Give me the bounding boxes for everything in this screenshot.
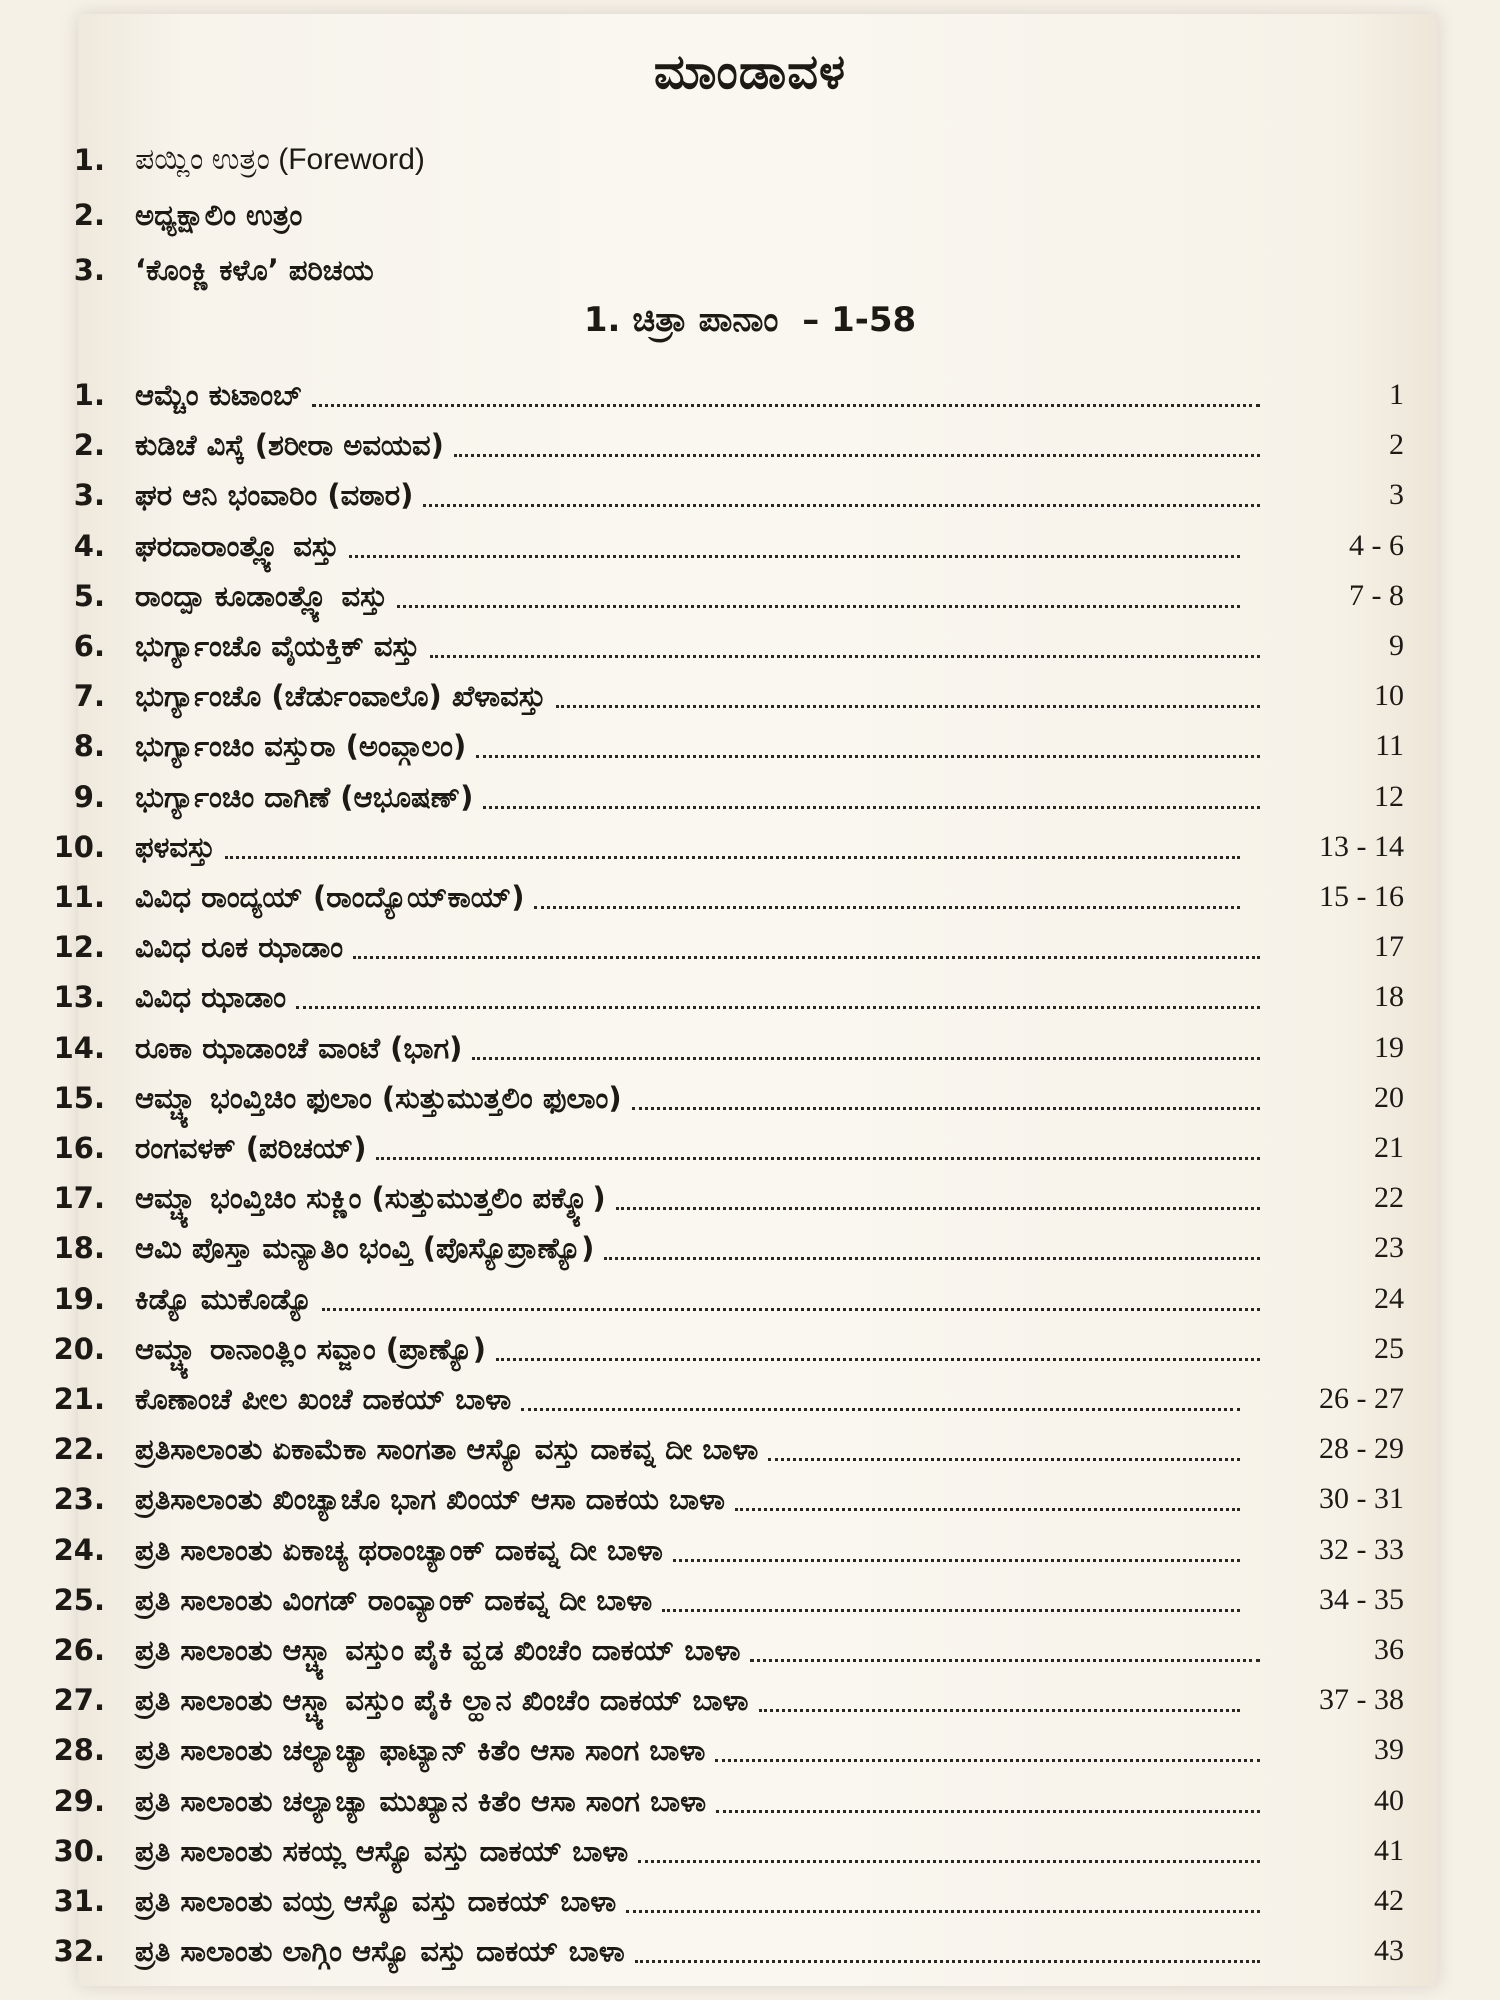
toc-entry	[0, 772, 1500, 822]
entry-page: 11	[1375, 729, 1404, 762]
entry-number: 10.	[53, 830, 105, 864]
dot-leader	[759, 1707, 1240, 1712]
entry-title: ಪ್ರತಿ ಸಾಲಾಂತು ಆಸ್ಚ್ಯಾ ವಸ್ತುಂ ಪೈಕಿ ಲ್ಹಾನ ಖಿಂಚೆಂ ದಾಕಯ್ ಬಾಳಾ	[135, 1683, 749, 1717]
entry-number: 24.	[53, 1533, 105, 1567]
dot-leader	[496, 1356, 1260, 1361]
dot-leader	[662, 1607, 1240, 1612]
dot-leader	[768, 1456, 1240, 1461]
dot-leader	[349, 553, 1240, 558]
section-heading	[0, 300, 1500, 340]
dot-leader	[521, 1406, 1240, 1411]
entry-title: ರಾಂದ್ಪಾ ಕೂಡಾಂತ್ಲ್ಯೊ ವಸ್ತು	[135, 579, 388, 613]
entry-page: 25	[1374, 1332, 1404, 1365]
entry-number: 8.	[73, 729, 105, 763]
page-title: ಮಾಂಡಾವಳ	[653, 44, 847, 100]
toc-entry	[0, 1123, 1500, 1173]
entry-title: ಕಿಡ್ಯೊ ಮುಕೊಡ್ಯೊ	[135, 1282, 313, 1316]
entry-title: ಪ್ರತಿಸಾಲಾಂತು ಏಕಾಮೆಕಾ ಸಾಂಗತಾ ಆಸ್ಯೊ ವಸ್ತು ದಾಕವ್ನ ದೀ ಬಾಳಾ	[135, 1432, 759, 1466]
entry-page: 37 - 38	[1319, 1683, 1404, 1716]
front-matter-item	[0, 135, 1500, 185]
toc-entry	[0, 1223, 1500, 1273]
entry-page: 34 - 35	[1319, 1583, 1404, 1616]
entry-number: 1.	[73, 378, 105, 412]
entry-title: ಭುರ್ಗ್ಯಾಂಚೊ ವೈಯಕ್ತಿಕ್ ವಸ್ತು	[135, 629, 420, 663]
dot-leader	[616, 1205, 1260, 1210]
entry-number: 18.	[53, 1231, 105, 1265]
entry-title: ಪ್ರತಿ ಸಾಲಾಂತು ಚಲ್ಯಾಚ್ಯಾ ಮುಖ್ಯಾನ ಕಿತೆಂ ಆಸಾ ಸಾಂಗ ಬಾಳಾ	[135, 1784, 707, 1818]
entry-number: 4.	[73, 529, 105, 563]
entry-title: ಆಮ್ಚ್ಯಾ ಭಂವ್ತಿಚಿಂ ಫುಲಾಂ (ಸುತ್ತುಮುತ್ತಲಿಂ ಫುಲಾಂ)	[135, 1081, 622, 1115]
entry-number: 28.	[53, 1733, 105, 1767]
item-title: ಅಧ್ಯಕ್ಷಾಲಿಂ ಉತ್ರಂ	[135, 198, 303, 232]
dot-leader	[376, 1155, 1260, 1160]
entry-title: ಘರದಾರಾಂತ್ಲ್ಯೊ ವಸ್ತು	[135, 529, 339, 563]
entry-page: 9	[1389, 629, 1404, 662]
entry-number: 13.	[53, 980, 105, 1014]
entry-title: ಆಮ್ಚೆಂ ಕುಟಾಂಬ್	[135, 378, 303, 412]
entry-title: ರಂಗವಳಕ್ (ಪರಿಚಯ್)	[135, 1131, 367, 1165]
entry-title: ಪ್ರತಿ ಸಾಲಾಂತು ಲಾಗ್ಗಿಂ ಆಸ್ಯೊ ವಸ್ತು ದಾಕಯ್ ಬಾಳಾ	[135, 1934, 625, 1968]
entry-number: 14.	[53, 1031, 105, 1065]
entry-number: 27.	[53, 1683, 105, 1717]
dot-leader	[716, 1808, 1260, 1813]
section-number: 1.	[583, 300, 621, 340]
dot-leader	[483, 804, 1260, 809]
toc-entry	[0, 1876, 1500, 1926]
dot-leader	[635, 1958, 1260, 1963]
entry-page: 43	[1374, 1934, 1404, 1967]
toc-entry	[0, 420, 1500, 470]
entry-title: ಘರ ಆನಿ ಭಂವಾರಿಂ (ವಠಾರ)	[135, 478, 414, 512]
toc-entry	[0, 1776, 1500, 1826]
toc-entry	[0, 1274, 1500, 1324]
entry-title: ಫಳವಸ್ತು	[135, 830, 216, 864]
toc-entry	[0, 972, 1500, 1022]
entry-page: 4 - 6	[1349, 529, 1404, 562]
entry-page: 1	[1389, 378, 1404, 411]
dot-leader	[430, 653, 1260, 658]
dot-leader	[322, 1306, 1260, 1311]
toc-entry	[0, 1374, 1500, 1424]
entry-number: 23.	[53, 1482, 105, 1516]
toc-entry	[0, 721, 1500, 771]
entry-page: 10	[1374, 679, 1404, 712]
entry-title: ಆಮ್ಚ್ಯಾ ಭಂವ್ತಿಚಿಂ ಸುಕ್ಣಿಂ (ಸುತ್ತುಮುತ್ತಲಿಂ ಪಕ್ಶ್ಯೊ)	[135, 1181, 606, 1215]
toc-entry	[0, 1625, 1500, 1675]
entry-title: ಆಮ್ಚ್ಯಾ ರಾನಾಂತ್ಲಿಂ ಸವ್ಜಾಂ (ಪ್ರಾಣ್ಯೊ)	[135, 1332, 487, 1366]
entry-title: ವಿವಿಧ ಝಾಡಾಂ	[135, 980, 287, 1014]
entry-page: 22	[1374, 1181, 1404, 1214]
toc-entry	[0, 671, 1500, 721]
toc-entry	[0, 1575, 1500, 1625]
toc-entry	[0, 1725, 1500, 1775]
entry-page: 12	[1374, 780, 1404, 813]
dot-leader	[735, 1506, 1240, 1511]
dot-leader	[638, 1858, 1260, 1863]
entry-title: ಭುರ್ಗ್ಯಾಂಚೊ (ಚೆರ್ಡುಂವಾಲೊ) ಖೆಳಾವಸ್ತು	[135, 679, 546, 713]
toc-entry	[0, 922, 1500, 972]
toc-entry	[0, 1173, 1500, 1223]
dot-leader	[750, 1657, 1260, 1662]
toc-entry	[0, 1073, 1500, 1123]
dot-leader	[534, 904, 1240, 909]
entry-number: 16.	[53, 1131, 105, 1165]
dot-leader	[604, 1255, 1260, 1260]
entry-number: 11.	[53, 880, 105, 914]
entry-page: 3	[1389, 478, 1404, 511]
entry-page: 39	[1374, 1733, 1404, 1766]
entry-title: ಪ್ರತಿ ಸಾಲಾಂತು ಸಕಯ್ಲ ಆಸ್ಯೊ ವಸ್ತು ದಾಕಯ್ ಬಾಳಾ	[135, 1834, 629, 1868]
dot-leader	[397, 603, 1240, 608]
dot-leader	[225, 854, 1240, 859]
entry-page: 15 - 16	[1319, 880, 1404, 913]
toc-entry	[0, 1826, 1500, 1876]
entry-title: ಆಮಿ ಪೊಸ್ತಾ ಮನ್ಯಾತಿಂ ಭಂವ್ತಿ (ಪೊಸ್ಯೊಪ್ರಾಣ್ಯೊ)	[135, 1231, 595, 1265]
toc-entry	[0, 370, 1500, 420]
entry-number: 22.	[53, 1432, 105, 1466]
toc-entry	[0, 1474, 1500, 1524]
entry-page: 17	[1374, 930, 1404, 963]
entry-page: 21	[1374, 1131, 1404, 1164]
entry-page: 41	[1374, 1834, 1404, 1867]
section-name: ಚಿತ್ರಾ ಪಾನಾಂ	[632, 300, 779, 340]
entry-page: 23	[1374, 1231, 1404, 1264]
entry-page: 30 - 31	[1319, 1482, 1404, 1515]
front-matter-item	[0, 245, 1500, 295]
entry-page: 28 - 29	[1319, 1432, 1404, 1465]
entry-title: ಪ್ರತಿ ಸಾಲಾಂತು ಏಕಾಚ್ಯ ಥರಾಂಚ್ಯಾಂಕ್ ದಾಕವ್ನ ದೀ ಬಾಳಾ	[135, 1533, 663, 1567]
entry-number: 25.	[53, 1583, 105, 1617]
toc-entry	[0, 822, 1500, 872]
front-matter-item	[0, 190, 1500, 240]
entry-page: 26 - 27	[1319, 1382, 1404, 1415]
entry-number: 21.	[53, 1382, 105, 1416]
dot-leader	[296, 1004, 1260, 1009]
entry-number: 20.	[53, 1332, 105, 1366]
entry-number: 19.	[53, 1282, 105, 1316]
entry-page: 20	[1374, 1081, 1404, 1114]
entry-title: ವಿವಿಧ ರೂಕ ಝಾಡಾಂ	[135, 930, 344, 964]
entry-number: 5.	[73, 579, 105, 613]
entry-title: ಭುರ್ಗ್ಯಾಂಚಿಂ ದಾಗಿಣೆ (ಆಭೂಷಣ್)	[135, 780, 474, 814]
entry-title: ಕುಡಿಚೆ ವಿಸ್ಕೆ (ಶರೀರಾ ಅವಯವ)	[135, 428, 444, 462]
item-number: 3.	[73, 253, 105, 287]
entry-number: 7.	[73, 679, 105, 713]
entry-page: 24	[1374, 1282, 1404, 1315]
dot-leader	[556, 703, 1260, 708]
dot-leader	[353, 954, 1260, 959]
entry-title: ಪ್ರತಿ ಸಾಲಾಂತು ಚಲ್ಯಾಚ್ಯಾ ಫಾಟ್ಯಾನ್ ಕಿತೆಂ ಆಸಾ ಸಾಂಗ ಬಾಳಾ	[135, 1733, 706, 1767]
entry-page: 18	[1374, 980, 1404, 1013]
entry-number: 9.	[73, 780, 105, 814]
toc-entry	[0, 1424, 1500, 1474]
toc-entry	[0, 470, 1500, 520]
entry-page: 7 - 8	[1349, 579, 1404, 612]
entry-page: 36	[1374, 1633, 1404, 1666]
entry-number: 2.	[73, 428, 105, 462]
toc-entry	[0, 1324, 1500, 1374]
entry-page: 13 - 14	[1319, 830, 1404, 863]
toc-entry	[0, 521, 1500, 571]
entry-number: 29.	[53, 1784, 105, 1818]
dot-leader	[632, 1105, 1260, 1110]
entry-number: 12.	[53, 930, 105, 964]
entry-page: 40	[1374, 1784, 1404, 1817]
section-page-range: – 1-58	[802, 300, 917, 340]
entry-number: 31.	[53, 1884, 105, 1918]
entry-number: 17.	[53, 1181, 105, 1215]
entry-title: ಪ್ರತಿ ಸಾಲಾಂತು ವಿಂಗಡ್ ರಾಂವ್ಯಾಂಕ್ ದಾಕವ್ನ ದೀ ಬಾಳಾ	[135, 1583, 653, 1617]
dot-leader	[715, 1757, 1260, 1762]
entry-page: 32 - 33	[1319, 1533, 1404, 1566]
dot-leader	[312, 402, 1260, 407]
entry-title: ವಿವಿಧ ರಾಂದ್ಯಯ್ (ರಾಂದ್ಯೊಯ್‌ಕಾಯ್)	[135, 880, 525, 914]
toc-entry	[0, 1675, 1500, 1725]
entry-number: 32.	[53, 1934, 105, 1968]
entry-title: ಪ್ರತಿ ಸಾಲಾಂತು ವಯ್ರ ಆಸ್ಯೊ ವಸ್ತು ದಾಕಯ್ ಬಾಳಾ	[135, 1884, 617, 1918]
entry-number: 3.	[73, 478, 105, 512]
entry-title: ಪ್ರತಿಸಾಲಾಂತು ಖಿಂಚ್ಯಾಚೊ ಭಾಗ ಖಿಂಯ್ ಆಸಾ ದಾಕಯ ಬಾಳಾ	[135, 1482, 726, 1516]
dot-leader	[626, 1908, 1260, 1913]
entry-page: 2	[1389, 428, 1404, 461]
entry-title: ರೂಕಾ ಝಾಡಾಂಚೆ ವಾಂಟೆ (ಭಾಗ)	[135, 1031, 463, 1065]
toc-entry	[0, 1525, 1500, 1575]
item-number: 1.	[73, 143, 105, 177]
dot-leader	[454, 452, 1260, 457]
item-number: 2.	[73, 198, 105, 232]
entry-page: 42	[1374, 1884, 1404, 1917]
item-title: ಪಯ್ಲಿಂ ಉತ್ರಂ (Foreword)	[135, 143, 425, 176]
dot-leader	[673, 1557, 1240, 1562]
entry-number: 6.	[73, 629, 105, 663]
toc-entry	[0, 1926, 1500, 1976]
toc-entry	[0, 1023, 1500, 1073]
entry-title: ಕೊಣಾಂಚೆ ಪೀಲ ಖಂಚೆ ದಾಕಯ್ ಬಾಳಾ	[135, 1382, 512, 1416]
toc-entry	[0, 571, 1500, 621]
entry-title: ಭುರ್ಗ್ಯಾಂಚಿಂ ವಸ್ತುರಾ (ಅಂವ್ಗಾಲಂ)	[135, 729, 467, 763]
entry-number: 15.	[53, 1081, 105, 1115]
entry-number: 26.	[53, 1633, 105, 1667]
dot-leader	[423, 502, 1260, 507]
entry-number: 30.	[53, 1834, 105, 1868]
dot-leader	[476, 753, 1260, 758]
entry-title: ಪ್ರತಿ ಸಾಲಾಂತು ಆಸ್ಚ್ಯಾ ವಸ್ತುಂ ಪೈಕಿ ವ್ಹಡ ಖಿಂಚೆಂ ದಾಕಯ್ ಬಾಳಾ	[135, 1633, 741, 1667]
dot-leader	[472, 1055, 1260, 1060]
item-title: ‘ಕೊಂಕ್ಣಿ ಕಳೊ’ ಪರಿಚಯ	[135, 253, 374, 287]
toc-entry	[0, 621, 1500, 671]
toc-entry	[0, 872, 1500, 922]
entry-page: 19	[1374, 1031, 1404, 1064]
